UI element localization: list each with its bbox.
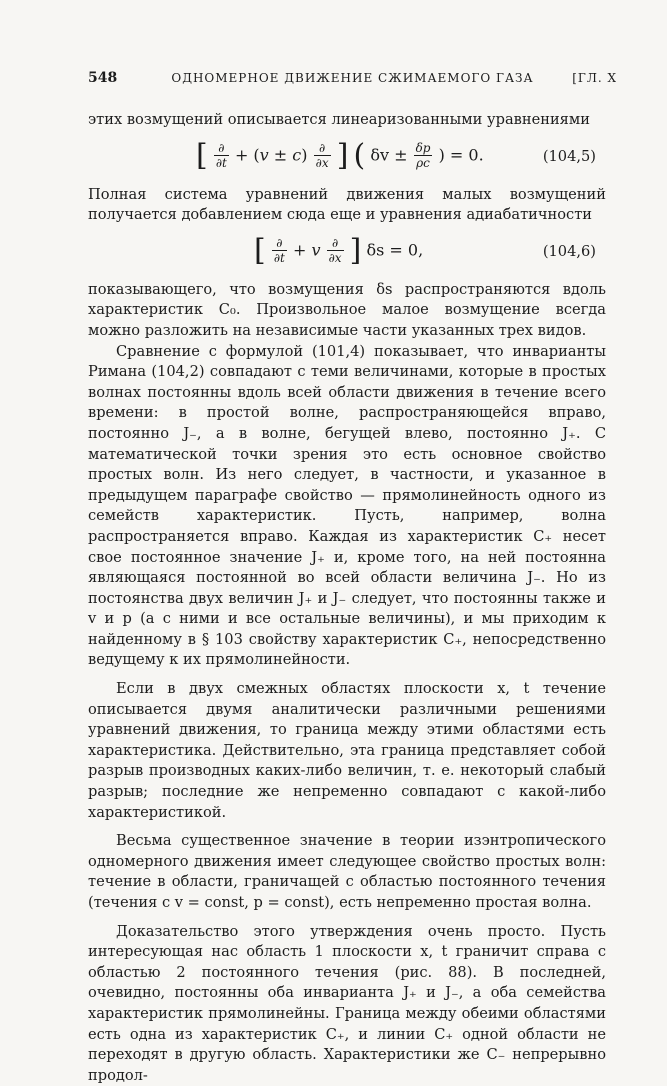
paragraph-3: показывающего, что возмущения δs распространяются вдоль характеристик C₀. Произвольное малое возмущение всегда можно разложить на независимые части указанных трех видов. [88, 280, 606, 339]
paragraph-4: Сравнение с формулой (101,4) показывает, что инварианты Римана (104,2) совпадают с теми величинами, которые в простых волнах постоянны вдоль всей области движения в течение всего времени: в простой волне, распространяющейся вправо, постоянно J₋, а в волне, бегущей влево, постоянно J₊. С математической точки зрения это есть основное свойство простых волн. Из него следует, в частности, и указанное в предыдущем параграфе свойство — прямолинейность одного из семейств характеристик. Пусть, например, волна распространяется вправо. Каждая из характеристик C₊ несет свое постоянное значение J₊ и, кроме того, на ней постоянна являющаяся постоянной во всей области величина J₋. Но из постоянства двух величин J₊ и J₋ следует, что постоянны также и v и p (а с ними и все остальные величины), и мы приходим к найденному в § 103 свойству характеристик C₊, непосредственно ведущему к их прямолинейности. [88, 342, 606, 669]
equation-104-6-expression: [ $\frac{\partial}{\partial t}$ + v $\frac{\partial}{\partial x}$ ] δs = 0, [254, 232, 424, 268]
page-number: 548 [88, 70, 118, 86]
running-title: ОДНОМЕРНОЕ ДВИЖЕНИЕ СЖИМАЕМОГО ГАЗА [171, 71, 534, 85]
paragraph-5: Если в двух смежных областях плоскости x, t течение описывается двумя аналитически различными решениями уравнений движения, то граница между этими областями есть характеристика. Действительно, эта граница представляет собой разрыв производных каких-либо величин, т. е. некоторый слабый разрыв; последние же непременно совпадают с какой-либо характеристикой. [88, 680, 606, 821]
page-header [88, 70, 617, 90]
equation-104-5 [88, 135, 606, 179]
equation-104-6-number: (104,6) [542, 242, 596, 260]
page-body [88, 110, 606, 1086]
chapter-label: [ГЛ. X [572, 71, 617, 85]
paragraph-7: Доказательство этого утверждения очень просто. Пусть интересующая нас область 1 плоскости x, t граничит справа с областью 2 постоянного течения (рис. 88). В последней, очевидно, постоянны оба инварианта J₊ и J₋, а оба семейства характеристик прямолинейны. Граница между обеими областями есть одна из характеристик C₊, и линии C₊ одной области не переходят в другую область. Характеристики же C₋ непрерывно продол- [88, 922, 606, 1084]
equation-104-5-expression: [ $\frac{\partial}{\partial t}$ + (v ± c) $\frac{\partial}{\partial x}$ ] ( δv ± $\frac{\delta p}{\rho c}$ ) = 0. [196, 137, 484, 173]
paragraph-1: этих возмущений описывается линеаризованными уравнениями [88, 111, 590, 128]
paragraph-2: Полная система уравнений движения малых возмущений получается добавлением сюда еще и уравнения адиабатичности [88, 185, 606, 224]
equation-104-6 [88, 230, 606, 274]
paragraph-6: Весьма существенное значение в теории изэнтропического одномерного движения имеет следующее свойство простых волн: течение в области, граничащей с областью постоянного течения (течения с v = const, p = const), есть непременно простая волна. [88, 832, 606, 911]
equation-104-5-number: (104,5) [542, 147, 596, 165]
